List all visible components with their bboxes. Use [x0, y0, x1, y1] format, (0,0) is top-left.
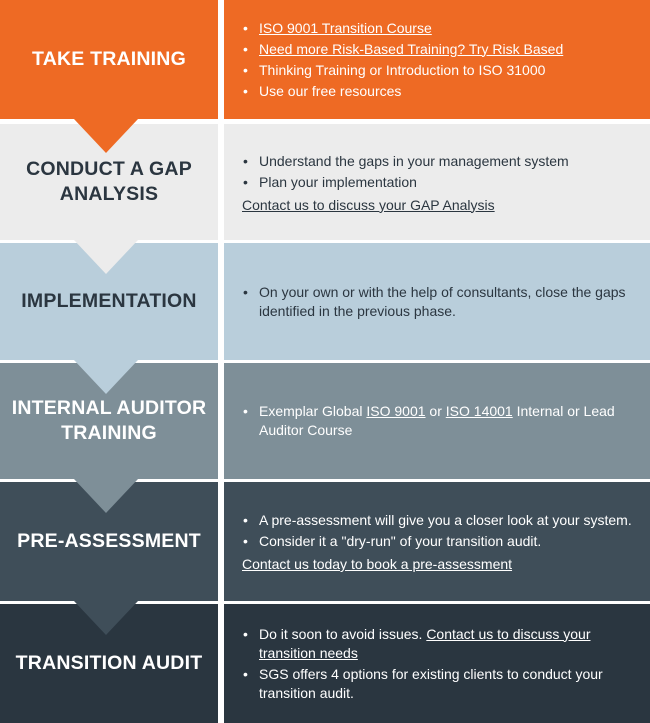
bullet-text: Plan your implementation: [259, 173, 417, 190]
bullet-text: Do it soon to avoid issues.: [259, 625, 427, 642]
bullet-item: [242, 40, 650, 59]
bullet-text: Understand the gaps in your management system: [259, 152, 569, 169]
step-title: INTERNAL AUDITOR TRAINING: [11, 397, 207, 444]
step-title: IMPLEMENTATION: [21, 290, 197, 312]
down-arrow-icon: [74, 360, 138, 394]
bullet-link[interactable]: Need more Risk-Based Training? Try Risk Based: [259, 40, 564, 57]
bullet-text: On your own or with the help of consultants, close the gaps identified in the previous phase.: [259, 283, 626, 319]
step-title: PRE-ASSESSMENT: [17, 530, 201, 552]
step-row-1: [0, 0, 650, 119]
bullet-link[interactable]: ISO 14001: [445, 403, 513, 419]
bullet-item: [242, 511, 650, 530]
step-details: [224, 604, 650, 723]
step-bullet-list: [242, 281, 650, 323]
bullet-link[interactable]: ISO 9001 Transition Course: [259, 19, 432, 36]
bullet-item: [242, 402, 650, 440]
bullet-text: Thinking Training or Introduction to ISO 31000: [259, 61, 546, 78]
step-bullet-list: [242, 509, 650, 553]
bullet-text: Use our free resources: [259, 82, 402, 99]
down-arrow-icon: [74, 119, 138, 153]
bullet-link[interactable]: Contact us to discuss your transition needs: [259, 625, 591, 661]
bullet-item: [242, 283, 650, 321]
bullet-text: or: [425, 403, 446, 419]
step-bullet-list: [242, 400, 650, 442]
bullet-link[interactable]: ISO 9001: [366, 403, 426, 419]
step-title: TAKE TRAINING: [32, 48, 186, 70]
down-arrow-icon: [74, 601, 138, 635]
bullet-item: [242, 625, 650, 663]
bullet-item: [242, 19, 650, 38]
bullet-text: SGS offers 4 options for existing clients to conduct your transition audit.: [259, 665, 603, 701]
bullet-text: A pre-assessment will give you a closer look at your system.: [259, 512, 632, 528]
step-bullet-list: [242, 17, 650, 103]
step-title-box: [0, 0, 218, 119]
down-arrow-icon: [74, 240, 138, 274]
bullet-text: Exemplar Global: [259, 403, 367, 419]
step-title: CONDUCT A GAP ANALYSIS: [26, 158, 192, 205]
step-details: [224, 0, 650, 119]
bullet-item: [242, 61, 650, 80]
bullet-item: [242, 82, 650, 101]
bullet-text: Internal or Lead Auditor Course: [259, 403, 615, 438]
bullet-item: [242, 665, 650, 703]
bullet-item: [242, 173, 650, 192]
step-details: [224, 363, 650, 479]
step-title: TRANSITION AUDIT: [15, 652, 203, 674]
down-arrow-icon: [74, 479, 138, 513]
bullet-item: [242, 532, 650, 551]
step-bullet-list: [242, 150, 650, 194]
step-details: [224, 482, 650, 601]
step-bullet-list: [242, 623, 650, 705]
contact-link[interactable]: Contact us today to book a pre-assessment: [242, 556, 513, 572]
step-details: [224, 243, 650, 360]
bullet-item: [242, 152, 650, 171]
bullet-text: Consider it a "dry-run" of your transition audit.: [259, 533, 542, 549]
step-details: [224, 124, 650, 240]
contact-link[interactable]: Contact us to discuss your GAP Analysis: [242, 196, 495, 213]
